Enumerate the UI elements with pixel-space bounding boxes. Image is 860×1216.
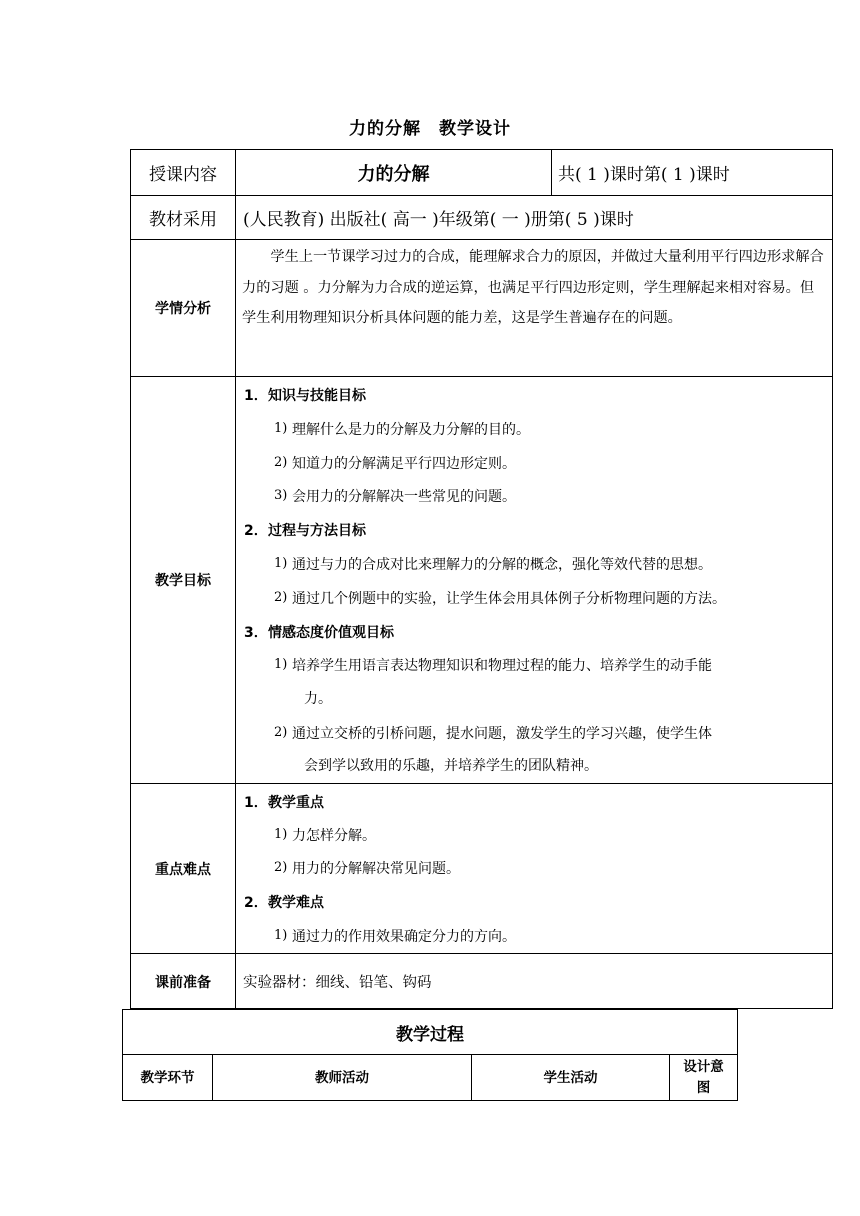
label-student-analysis: 学情分析: [155, 301, 211, 317]
objective-item: 2) 通过几个例题中的实验，让学生体会用具体例子分析物理问题的方法。: [274, 590, 726, 607]
objectives-content: [236, 378, 832, 782]
objective-item: 1) 培养学生用语言表达物理知识和物理过程的能力、培养学生的动手能: [274, 657, 712, 674]
label-objectives: 教学目标: [155, 573, 211, 589]
key-points-content: [236, 785, 832, 952]
course-topic: 力的分解: [357, 163, 430, 185]
page-title: 力的分解 教学设计: [349, 119, 511, 139]
objective-item-continuation: 力。: [304, 690, 332, 707]
keypoint-item: 1) 通过力的作用效果确定分力的方向。: [274, 928, 516, 945]
course-hours: 共( 1 )课时第( 1 )课时: [558, 165, 730, 185]
header-teacher-activity: 教师活动: [315, 1069, 369, 1086]
objective-item-continuation: 会到学以致用的乐趣，并培养学生的团队精神。: [304, 757, 598, 774]
header-student-activity: 学生活动: [543, 1069, 598, 1086]
header-design-intent-line1: 设计意: [683, 1059, 724, 1075]
objective-section-heading: 3． 情感态度价值观目标: [244, 624, 394, 641]
objective-section-heading: 2． 过程与方法目标: [244, 522, 366, 539]
label-textbook: 教材采用: [149, 210, 217, 230]
process-title: 教学过程: [396, 1024, 464, 1045]
objective-section-heading: 1． 知识与技能目标: [244, 387, 366, 404]
header-stage: 教学环节: [140, 1069, 195, 1086]
label-key-points: 重点难点: [155, 861, 211, 878]
header-design-intent-line2: 图: [696, 1080, 711, 1096]
keypoint-item: 1) 力怎样分解。: [274, 827, 376, 844]
objective-item: 2) 通过立交桥的引桥问题，提水问题，激发学生的学习兴趣，使学生体: [274, 725, 712, 742]
objective-item: 3) 会用力的分解解决一些常见的问题。: [274, 488, 516, 505]
keypoint-section-heading: 1． 教学重点: [244, 794, 324, 811]
keypoint-item: 2) 用力的分解解决常见问题。: [274, 860, 460, 877]
student-analysis-text: 学生上一节课学习过力的合成，能理解求合力的原因，并做过大量利用平行四边形求解合力的习题 。力分解为力合成的逆运算，也满足平行四边形定则，学生理解起来相对容易。但学生利用物理知识分析具体问题的能力差，这是学生普遍存在的问题。: [242, 249, 824, 326]
preparation-text: 实验器材：细线、铅笔、钩码: [243, 975, 432, 991]
objective-item: 1) 理解什么是力的分解及力分解的目的。: [274, 421, 530, 438]
objective-item: 1) 通过与力的合成对比来理解力的分解的概念，强化等效代替的思想。: [274, 556, 712, 573]
textbook-info: (人民教育) 出版社( 高一 )年级第( 一 )册第( 5 )课时: [243, 210, 634, 230]
label-preparation: 课前准备: [155, 974, 211, 991]
objective-item: 2) 知道力的分解满足平行四边形定则。: [274, 455, 516, 472]
keypoint-section-heading: 2． 教学难点: [244, 894, 324, 911]
label-course-content: 授课内容: [149, 165, 217, 185]
header-design-intent: [670, 1056, 737, 1100]
